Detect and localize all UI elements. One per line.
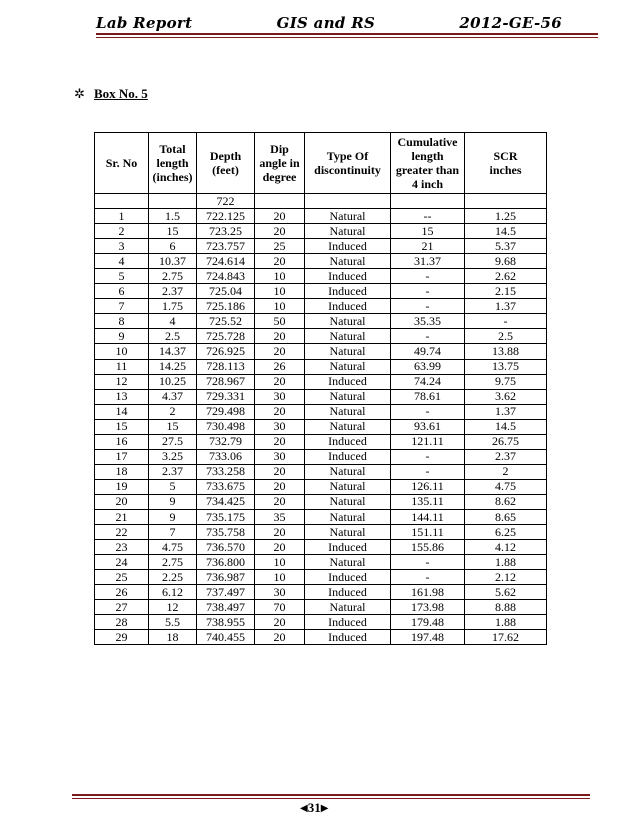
table-cell: 63.99 bbox=[391, 359, 465, 374]
table-cell: 11 bbox=[95, 359, 149, 374]
table-cell: - bbox=[391, 555, 465, 570]
table-cell: 17.62 bbox=[465, 630, 547, 645]
table-cell: 736.570 bbox=[197, 540, 255, 555]
table-cell: 14.37 bbox=[149, 344, 197, 359]
table-cell: 20 bbox=[255, 329, 305, 344]
table-cell: Natural bbox=[305, 389, 391, 404]
table-cell: 50 bbox=[255, 314, 305, 329]
table-cell: Natural bbox=[305, 314, 391, 329]
table-cell: 1.75 bbox=[149, 299, 197, 314]
column-header-line: Cumulative bbox=[397, 135, 458, 149]
table-row bbox=[95, 404, 547, 419]
table-cell: 736.800 bbox=[197, 555, 255, 570]
table-cell: 733.675 bbox=[197, 479, 255, 494]
table-cell: 35.35 bbox=[391, 314, 465, 329]
table-cell: 173.98 bbox=[391, 600, 465, 615]
table-cell: 9 bbox=[149, 494, 197, 509]
table-cell: Natural bbox=[305, 479, 391, 494]
column-header-line: degree bbox=[262, 170, 297, 184]
table-cell: 725.52 bbox=[197, 314, 255, 329]
column-header bbox=[465, 133, 547, 194]
column-header bbox=[391, 133, 465, 194]
table-cell: 161.98 bbox=[391, 585, 465, 600]
column-header-line: inches bbox=[489, 163, 522, 177]
table-cell: 729.498 bbox=[197, 404, 255, 419]
table-cell: 20 bbox=[255, 224, 305, 239]
table-cell: - bbox=[391, 284, 465, 299]
table-cell: Induced bbox=[305, 630, 391, 645]
table-cell: 20 bbox=[255, 254, 305, 269]
table-row bbox=[95, 374, 547, 389]
table-cell: Natural bbox=[305, 404, 391, 419]
table-cell: 735.175 bbox=[197, 509, 255, 524]
table-cell: 5 bbox=[95, 269, 149, 284]
table-cell: 22 bbox=[95, 525, 149, 540]
table-cell: 10 bbox=[255, 570, 305, 585]
table-cell bbox=[95, 194, 149, 209]
table-cell: 20 bbox=[255, 209, 305, 224]
table-cell: 2.62 bbox=[465, 269, 547, 284]
table-cell: 31.37 bbox=[391, 254, 465, 269]
column-header-line: discontinuity bbox=[314, 163, 381, 177]
column-header-line: Total bbox=[159, 142, 186, 156]
right-arrow-icon: ▶ bbox=[320, 802, 329, 814]
table-cell bbox=[305, 194, 391, 209]
table-cell: 738.955 bbox=[197, 615, 255, 630]
table-cell: 4.12 bbox=[465, 540, 547, 555]
table-cell: 8.62 bbox=[465, 494, 547, 509]
gear-star-icon: ✲ bbox=[74, 86, 85, 101]
table-cell: 135.11 bbox=[391, 494, 465, 509]
table-cell: Induced bbox=[305, 239, 391, 254]
table-cell: 74.24 bbox=[391, 374, 465, 389]
column-header-line: Dip bbox=[270, 142, 289, 156]
column-header bbox=[197, 133, 255, 194]
table-cell: 126.11 bbox=[391, 479, 465, 494]
table-cell: 20 bbox=[255, 479, 305, 494]
table-cell: 21 bbox=[391, 239, 465, 254]
column-header-line: Type Of bbox=[326, 149, 369, 163]
table-cell: 3 bbox=[95, 239, 149, 254]
table-cell: 735.758 bbox=[197, 525, 255, 540]
table-cell: 3.25 bbox=[149, 449, 197, 464]
table-cell: 9 bbox=[95, 329, 149, 344]
table-cell: Induced bbox=[305, 434, 391, 449]
table-row bbox=[95, 224, 547, 239]
table-cell: 25 bbox=[255, 239, 305, 254]
table-cell: 5 bbox=[149, 479, 197, 494]
table-cell: 16 bbox=[95, 434, 149, 449]
table-cell: 734.425 bbox=[197, 494, 255, 509]
page-header bbox=[96, 8, 562, 32]
table-cell bbox=[391, 194, 465, 209]
table-cell: 2.12 bbox=[465, 570, 547, 585]
table-cell: 740.455 bbox=[197, 630, 255, 645]
table-cell: 4 bbox=[95, 254, 149, 269]
table-cell: 1.37 bbox=[465, 299, 547, 314]
table-row bbox=[95, 555, 547, 570]
table-cell: 20 bbox=[255, 374, 305, 389]
table-row bbox=[95, 344, 547, 359]
table-cell bbox=[255, 194, 305, 209]
table-cell: 12 bbox=[95, 374, 149, 389]
table-cell: 20 bbox=[95, 494, 149, 509]
table-cell: Natural bbox=[305, 525, 391, 540]
table-row bbox=[95, 284, 547, 299]
table-row bbox=[95, 630, 547, 645]
table-cell: 2.37 bbox=[149, 464, 197, 479]
footer-rule bbox=[72, 794, 590, 796]
table-cell: 722 bbox=[197, 194, 255, 209]
column-header bbox=[305, 133, 391, 194]
table-cell: 25 bbox=[95, 570, 149, 585]
table-row bbox=[95, 269, 547, 284]
table-cell: 10 bbox=[255, 269, 305, 284]
table-cell: 12 bbox=[149, 600, 197, 615]
table-cell: - bbox=[391, 329, 465, 344]
table-cell: Induced bbox=[305, 269, 391, 284]
page-number bbox=[300, 800, 328, 816]
column-header-line: greater than bbox=[395, 163, 460, 177]
table-cell: 1.37 bbox=[465, 404, 547, 419]
table-row bbox=[95, 525, 547, 540]
table-cell: 23 bbox=[95, 540, 149, 555]
table-cell: 8.88 bbox=[465, 600, 547, 615]
table-cell: 15 bbox=[149, 224, 197, 239]
table-cell: Induced bbox=[305, 284, 391, 299]
table-cell: Induced bbox=[305, 299, 391, 314]
column-header-line: 4 inch bbox=[411, 177, 443, 191]
table-cell: 725.728 bbox=[197, 329, 255, 344]
table-cell: 8 bbox=[95, 314, 149, 329]
table-row bbox=[95, 509, 547, 524]
table-cell: 1.25 bbox=[465, 209, 547, 224]
column-header-line: (inches) bbox=[152, 170, 193, 184]
table-cell: 20 bbox=[255, 494, 305, 509]
table-cell bbox=[465, 194, 547, 209]
table-cell: Induced bbox=[305, 449, 391, 464]
table-cell: - bbox=[391, 404, 465, 419]
table-cell: Natural bbox=[305, 555, 391, 570]
table-cell: 7 bbox=[95, 299, 149, 314]
table-cell: 155.86 bbox=[391, 540, 465, 555]
table-cell: Natural bbox=[305, 254, 391, 269]
table-cell: -- bbox=[391, 209, 465, 224]
table-cell: Natural bbox=[305, 600, 391, 615]
table-cell: 27.5 bbox=[149, 434, 197, 449]
table-cell: 9 bbox=[149, 509, 197, 524]
table-cell: 197.48 bbox=[391, 630, 465, 645]
table-cell: 2.75 bbox=[149, 269, 197, 284]
column-header-line: angle in bbox=[259, 156, 300, 170]
table-cell: 15 bbox=[391, 224, 465, 239]
table-cell: Natural bbox=[305, 359, 391, 374]
header-left: Lab Report bbox=[96, 14, 193, 32]
table-row bbox=[95, 585, 547, 600]
table-cell: 733.06 bbox=[197, 449, 255, 464]
table-cell: 4.75 bbox=[149, 540, 197, 555]
table-row bbox=[95, 494, 547, 509]
table-cell: 1.5 bbox=[149, 209, 197, 224]
column-header bbox=[95, 133, 149, 194]
table-cell: 19 bbox=[95, 479, 149, 494]
table-cell: 738.497 bbox=[197, 600, 255, 615]
table-cell: 14.5 bbox=[465, 419, 547, 434]
table-cell: 725.04 bbox=[197, 284, 255, 299]
table-row bbox=[95, 299, 547, 314]
table-cell: 2.37 bbox=[465, 449, 547, 464]
table-cell: 1.88 bbox=[465, 555, 547, 570]
header-rule bbox=[96, 33, 598, 35]
table-cell: 26 bbox=[255, 359, 305, 374]
table-cell: 13 bbox=[95, 389, 149, 404]
table-cell: 726.925 bbox=[197, 344, 255, 359]
table-cell: 6.25 bbox=[465, 525, 547, 540]
table-cell: 723.25 bbox=[197, 224, 255, 239]
table-cell: 5.62 bbox=[465, 585, 547, 600]
table-cell: 20 bbox=[255, 404, 305, 419]
column-header-line: length bbox=[411, 149, 444, 163]
table-cell: 10.25 bbox=[149, 374, 197, 389]
table-cell: 5.37 bbox=[465, 239, 547, 254]
table-cell: 5.5 bbox=[149, 615, 197, 630]
table-row bbox=[95, 449, 547, 464]
table-row bbox=[95, 600, 547, 615]
table-cell: - bbox=[391, 299, 465, 314]
table-cell: 15 bbox=[149, 419, 197, 434]
table-cell: 9.75 bbox=[465, 374, 547, 389]
table-cell: Induced bbox=[305, 540, 391, 555]
table-cell: 730.498 bbox=[197, 419, 255, 434]
table-cell: 20 bbox=[255, 434, 305, 449]
table-cell: - bbox=[465, 314, 547, 329]
table-cell: Natural bbox=[305, 344, 391, 359]
table-row bbox=[95, 389, 547, 404]
table-cell: 2.37 bbox=[149, 284, 197, 299]
table-cell: 2.75 bbox=[149, 555, 197, 570]
table-cell: 2.5 bbox=[149, 329, 197, 344]
header-rule-thin bbox=[96, 37, 598, 38]
column-header-line: length bbox=[156, 156, 189, 170]
table-cell: 6.12 bbox=[149, 585, 197, 600]
table-cell: 13.75 bbox=[465, 359, 547, 374]
table-cell: 20 bbox=[255, 540, 305, 555]
table-cell: 49.74 bbox=[391, 344, 465, 359]
table-cell: 10 bbox=[255, 299, 305, 314]
table-cell: 28 bbox=[95, 615, 149, 630]
header-center: GIS and RS bbox=[276, 14, 376, 32]
column-header bbox=[255, 133, 305, 194]
table-row bbox=[95, 540, 547, 555]
table-cell: 1 bbox=[95, 209, 149, 224]
table-cell: 78.61 bbox=[391, 389, 465, 404]
table-cell: 7 bbox=[149, 525, 197, 540]
table-cell: 93.61 bbox=[391, 419, 465, 434]
table-cell: 1.88 bbox=[465, 615, 547, 630]
table-row bbox=[95, 359, 547, 374]
table-cell: Induced bbox=[305, 615, 391, 630]
table-cell: 732.79 bbox=[197, 434, 255, 449]
section-title: Box No. 5 bbox=[94, 86, 148, 101]
table-cell: 725.186 bbox=[197, 299, 255, 314]
table-cell: 20 bbox=[255, 464, 305, 479]
table-cell: 26 bbox=[95, 585, 149, 600]
table-cell: 24 bbox=[95, 555, 149, 570]
table-cell: 13.88 bbox=[465, 344, 547, 359]
table-cell: 121.11 bbox=[391, 434, 465, 449]
table-cell: 14.5 bbox=[465, 224, 547, 239]
table-cell: 30 bbox=[255, 449, 305, 464]
table-cell: 722.125 bbox=[197, 209, 255, 224]
table-cell: 17 bbox=[95, 449, 149, 464]
table-cell: - bbox=[391, 449, 465, 464]
table-cell: 728.113 bbox=[197, 359, 255, 374]
table-cell: 26.75 bbox=[465, 434, 547, 449]
table-row bbox=[95, 434, 547, 449]
table-cell: 9.68 bbox=[465, 254, 547, 269]
table-row bbox=[95, 209, 547, 224]
column-header-line: Sr. No bbox=[105, 156, 138, 170]
page-number-text: 31 bbox=[307, 800, 321, 815]
table-cell: Natural bbox=[305, 494, 391, 509]
column-header-line: SCR bbox=[493, 149, 518, 163]
table-cell: 2 bbox=[149, 404, 197, 419]
table-cell: 10.37 bbox=[149, 254, 197, 269]
table-cell: 21 bbox=[95, 509, 149, 524]
table-header-row bbox=[95, 133, 547, 194]
table-cell: 30 bbox=[255, 585, 305, 600]
table-cell: Induced bbox=[305, 585, 391, 600]
table-cell: 724.614 bbox=[197, 254, 255, 269]
table-cell: 144.11 bbox=[391, 509, 465, 524]
table-cell: 29 bbox=[95, 630, 149, 645]
table-cell: 724.843 bbox=[197, 269, 255, 284]
table-row bbox=[95, 479, 547, 494]
table-cell: 4 bbox=[149, 314, 197, 329]
table-cell: 4.75 bbox=[465, 479, 547, 494]
table-cell: Natural bbox=[305, 329, 391, 344]
table-cell: - bbox=[391, 269, 465, 284]
table-row bbox=[95, 239, 547, 254]
table-cell: 737.497 bbox=[197, 585, 255, 600]
table-cell: 10 bbox=[255, 284, 305, 299]
table-cell: 6 bbox=[95, 284, 149, 299]
table-cell: 18 bbox=[149, 630, 197, 645]
table-cell: 8.65 bbox=[465, 509, 547, 524]
left-arrow-icon: ◀ bbox=[300, 802, 308, 814]
column-header bbox=[149, 133, 197, 194]
table-row bbox=[95, 570, 547, 585]
table-cell: Natural bbox=[305, 509, 391, 524]
table-row bbox=[95, 615, 547, 630]
table-row bbox=[95, 194, 547, 209]
table-cell: Induced bbox=[305, 570, 391, 585]
table-cell: 2 bbox=[465, 464, 547, 479]
section-heading bbox=[74, 86, 148, 102]
table-cell: 2.5 bbox=[465, 329, 547, 344]
table-cell: 20 bbox=[255, 615, 305, 630]
data-table bbox=[94, 132, 547, 645]
table-cell: - bbox=[391, 464, 465, 479]
table-cell: 2 bbox=[95, 224, 149, 239]
table-row bbox=[95, 254, 547, 269]
table-body bbox=[95, 194, 547, 645]
table-cell: - bbox=[391, 570, 465, 585]
table-cell: 736.987 bbox=[197, 570, 255, 585]
table-cell: 729.331 bbox=[197, 389, 255, 404]
table-cell: 20 bbox=[255, 630, 305, 645]
table-cell: 14.25 bbox=[149, 359, 197, 374]
table-cell: 6 bbox=[149, 239, 197, 254]
table-cell: Natural bbox=[305, 464, 391, 479]
table-cell: 2.25 bbox=[149, 570, 197, 585]
column-header-line: Depth bbox=[209, 149, 242, 163]
table-cell: 30 bbox=[255, 419, 305, 434]
table-cell: 14 bbox=[95, 404, 149, 419]
table-cell: 2.15 bbox=[465, 284, 547, 299]
column-header-line: (feet) bbox=[212, 163, 239, 177]
table-row bbox=[95, 419, 547, 434]
table-cell bbox=[149, 194, 197, 209]
table-cell: 15 bbox=[95, 419, 149, 434]
table-cell: 30 bbox=[255, 389, 305, 404]
table-cell: 4.37 bbox=[149, 389, 197, 404]
table-cell: Induced bbox=[305, 374, 391, 389]
table-cell: 20 bbox=[255, 344, 305, 359]
table-cell: 151.11 bbox=[391, 525, 465, 540]
table-cell: 35 bbox=[255, 509, 305, 524]
table-cell: Natural bbox=[305, 209, 391, 224]
table-cell: 179.48 bbox=[391, 615, 465, 630]
table-cell: 3.62 bbox=[465, 389, 547, 404]
table-cell: 20 bbox=[255, 525, 305, 540]
footer-rule-thin bbox=[72, 798, 590, 799]
table-cell: Natural bbox=[305, 419, 391, 434]
table-cell: 10 bbox=[255, 555, 305, 570]
table-cell: 27 bbox=[95, 600, 149, 615]
table-cell: 70 bbox=[255, 600, 305, 615]
table-row bbox=[95, 329, 547, 344]
header-right: 2012-GE-56 bbox=[459, 14, 562, 32]
table-cell: 728.967 bbox=[197, 374, 255, 389]
table-cell: 723.757 bbox=[197, 239, 255, 254]
table-cell: 733.258 bbox=[197, 464, 255, 479]
table-row bbox=[95, 314, 547, 329]
table-cell: Natural bbox=[305, 224, 391, 239]
table-cell: 10 bbox=[95, 344, 149, 359]
table-cell: 18 bbox=[95, 464, 149, 479]
table-row bbox=[95, 464, 547, 479]
